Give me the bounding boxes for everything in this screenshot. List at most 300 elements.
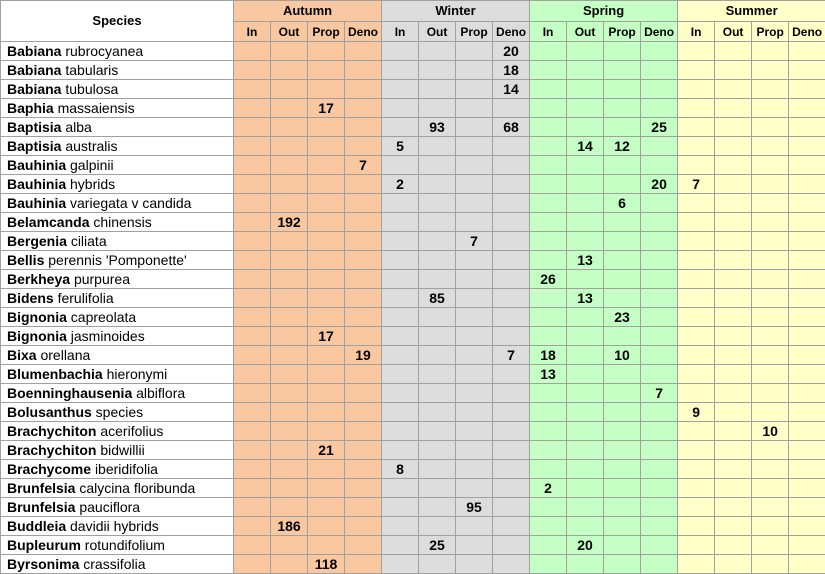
value-cell [271,289,308,308]
value-cell [715,441,752,460]
value-cell [345,441,382,460]
species-name [1,42,234,61]
value-cell [789,289,825,308]
value-cell [308,536,345,555]
value-cell [234,479,271,498]
value-cell [493,289,530,308]
value-cell [604,213,641,232]
value-cell [530,175,567,194]
table-row [1,232,825,251]
value-cell [678,517,715,536]
epithet-name: crassifolia [83,556,146,572]
value-cell [419,308,456,327]
value-cell [308,175,345,194]
value-cell [308,194,345,213]
value-cell [234,555,271,574]
value-cell [308,289,345,308]
genus-name: Babiana [7,81,62,97]
value-cell [456,80,493,99]
value-cell [641,289,678,308]
value-cell [530,327,567,346]
value-cell: 186 [271,517,308,536]
value-cell [604,270,641,289]
value-cell [678,61,715,80]
value-cell [567,479,604,498]
value-cell: 18 [493,61,530,80]
value-cell [752,498,789,517]
epithet-name: hieronymi [106,366,168,382]
value-cell [678,346,715,365]
value-cell [382,156,419,175]
value-cell [567,422,604,441]
table-row [1,61,825,80]
sub-header-winter-deno: Deno [493,22,530,42]
value-cell [641,460,678,479]
value-cell [567,99,604,118]
table-row [1,194,825,213]
value-cell [567,175,604,194]
value-cell [456,194,493,213]
value-cell [493,99,530,118]
value-cell [789,460,825,479]
value-cell [271,479,308,498]
season-header-summer: Summer [678,1,825,22]
value-cell [567,403,604,422]
value-cell [234,289,271,308]
value-cell [271,441,308,460]
value-cell [678,422,715,441]
table-row [1,175,825,194]
value-cell [308,384,345,403]
species-name [1,194,234,213]
value-cell [382,536,419,555]
table-body [1,42,825,574]
value-cell [715,175,752,194]
season-header-autumn: Autumn [234,1,382,22]
species-header: Species [1,1,234,42]
value-cell: 7 [345,156,382,175]
value-cell [678,498,715,517]
value-cell [456,441,493,460]
epithet-name: variegata v candida [70,195,192,211]
value-cell [419,194,456,213]
value-cell [456,137,493,156]
species-name [1,232,234,251]
value-cell [604,289,641,308]
value-cell [752,61,789,80]
value-cell [419,460,456,479]
value-cell [345,118,382,137]
value-cell [530,460,567,479]
genus-name: Blumenbachia [7,366,103,382]
value-cell [678,460,715,479]
table-row [1,498,825,517]
genus-name: Bauhinia [7,176,67,192]
value-cell [382,346,419,365]
value-cell [456,536,493,555]
table-row [1,479,825,498]
value-cell [271,175,308,194]
value-cell [641,42,678,61]
value-cell [641,403,678,422]
value-cell [271,422,308,441]
value-cell [752,270,789,289]
value-cell [271,232,308,251]
value-cell [382,479,419,498]
value-cell [308,479,345,498]
value-cell [678,308,715,327]
value-cell [234,61,271,80]
sub-header-spring-deno: Deno [641,22,678,42]
value-cell [567,270,604,289]
value-cell [604,327,641,346]
epithet-name: species [95,404,144,420]
value-cell [604,479,641,498]
value-cell [345,327,382,346]
genus-name: Bidens [7,290,54,306]
season-header-spring: Spring [530,1,678,22]
value-cell [493,232,530,251]
value-cell [271,460,308,479]
value-cell [493,536,530,555]
value-cell [308,403,345,422]
value-cell [271,403,308,422]
value-cell [345,365,382,384]
value-cell [678,365,715,384]
value-cell [789,61,825,80]
value-cell [752,441,789,460]
value-cell [715,289,752,308]
value-cell [789,479,825,498]
value-cell [530,232,567,251]
value-cell [234,346,271,365]
value-cell [308,498,345,517]
value-cell [604,99,641,118]
value-cell: 17 [308,327,345,346]
species-name [1,555,234,574]
value-cell [419,479,456,498]
value-cell [789,384,825,403]
value-cell [419,61,456,80]
value-cell: 7 [493,346,530,365]
epithet-name: massaiensis [57,100,135,116]
value-cell [678,289,715,308]
value-cell [308,118,345,137]
genus-name: Bupleurum [7,537,81,553]
epithet-name: pauciflora [79,499,141,515]
value-cell [456,460,493,479]
table-row [1,422,825,441]
value-cell [752,517,789,536]
value-cell: 17 [308,99,345,118]
value-cell [567,460,604,479]
value-cell [715,536,752,555]
value-cell [456,156,493,175]
value-cell [419,137,456,156]
value-cell [789,80,825,99]
value-cell: 13 [567,289,604,308]
value-cell [752,137,789,156]
value-cell [530,194,567,213]
value-cell [234,99,271,118]
value-cell [641,213,678,232]
value-cell [715,118,752,137]
value-cell [419,175,456,194]
value-cell [530,80,567,99]
value-cell [641,99,678,118]
value-cell [530,384,567,403]
value-cell [493,441,530,460]
sub-header-summer-out: Out [715,22,752,42]
value-cell [308,156,345,175]
value-cell [382,61,419,80]
value-cell [752,536,789,555]
epithet-name: orellana [40,347,91,363]
species-name [1,80,234,99]
value-cell [493,137,530,156]
value-cell [789,175,825,194]
value-cell [752,555,789,574]
value-cell [234,403,271,422]
value-cell [271,365,308,384]
value-cell [641,536,678,555]
value-cell [271,498,308,517]
table-row [1,555,825,574]
value-cell [345,422,382,441]
value-cell [678,479,715,498]
value-cell [530,289,567,308]
value-cell [234,251,271,270]
species-name [1,137,234,156]
value-cell [567,384,604,403]
value-cell [678,194,715,213]
value-cell [641,327,678,346]
value-cell [604,232,641,251]
genus-name: Babiana [7,62,62,78]
species-name [1,517,234,536]
value-cell [308,517,345,536]
species-name [1,327,234,346]
genus-name: Bauhinia [7,195,67,211]
value-cell [345,61,382,80]
value-cell [456,251,493,270]
value-cell [493,517,530,536]
sub-header-summer-prop: Prop [752,22,789,42]
value-cell [567,61,604,80]
value-cell [271,99,308,118]
value-cell [419,384,456,403]
table-row [1,517,825,536]
value-cell [530,441,567,460]
epithet-name: ferulifolia [57,290,114,306]
value-cell [382,517,419,536]
value-cell [789,308,825,327]
value-cell [234,42,271,61]
value-cell [382,232,419,251]
value-cell [530,536,567,555]
value-cell [641,232,678,251]
epithet-name: calycina floribunda [79,480,196,496]
value-cell [530,42,567,61]
value-cell: 93 [419,118,456,137]
value-cell [345,213,382,232]
value-cell [752,308,789,327]
value-cell: 2 [530,479,567,498]
value-cell [789,118,825,137]
sub-header-autumn-out: Out [271,22,308,42]
value-cell [752,99,789,118]
value-cell [715,327,752,346]
value-cell [271,61,308,80]
value-cell [678,441,715,460]
value-cell [752,251,789,270]
value-cell [493,555,530,574]
epithet-name: hybrids [70,176,116,192]
value-cell [382,194,419,213]
value-cell: 5 [382,137,419,156]
value-cell [382,422,419,441]
value-cell [604,42,641,61]
value-cell [234,441,271,460]
value-cell [789,232,825,251]
epithet-name: rubrocyanea [65,43,144,59]
species-name [1,536,234,555]
epithet-name: galpinii [70,157,114,173]
epithet-name: iberidifolia [94,461,158,477]
value-cell [752,118,789,137]
value-cell [493,213,530,232]
value-cell: 7 [678,175,715,194]
epithet-name: tubulosa [65,81,119,97]
species-name [1,251,234,270]
sub-header-winter-prop: Prop [456,22,493,42]
value-cell: 6 [604,194,641,213]
value-cell: 8 [382,460,419,479]
epithet-name: rotundifolium [84,537,165,553]
value-cell [715,232,752,251]
value-cell [345,137,382,156]
value-cell [308,460,345,479]
value-cell [493,422,530,441]
value-cell [234,536,271,555]
value-cell [419,422,456,441]
value-cell: 2 [382,175,419,194]
value-cell [419,441,456,460]
value-cell [789,213,825,232]
value-cell [234,327,271,346]
value-cell [308,308,345,327]
table-row [1,137,825,156]
value-cell [678,118,715,137]
value-cell [493,308,530,327]
value-cell [456,118,493,137]
value-cell [530,498,567,517]
value-cell [567,80,604,99]
value-cell [789,194,825,213]
value-cell [308,422,345,441]
value-cell: 26 [530,270,567,289]
value-cell [493,403,530,422]
value-cell [271,118,308,137]
value-cell [234,175,271,194]
value-cell [345,232,382,251]
genus-name: Baptisia [7,119,62,135]
species-name [1,156,234,175]
value-cell [715,251,752,270]
value-cell [604,365,641,384]
value-cell [345,42,382,61]
value-cell [567,194,604,213]
value-cell [752,213,789,232]
value-cell [678,80,715,99]
value-cell [789,99,825,118]
value-cell [382,384,419,403]
value-cell [345,175,382,194]
value-cell [604,422,641,441]
species-name [1,118,234,137]
table-row [1,536,825,555]
value-cell [456,517,493,536]
value-cell [530,403,567,422]
value-cell: 20 [567,536,604,555]
sub-header-winter-out: Out [419,22,456,42]
table-row [1,327,825,346]
genus-name: Bauhinia [7,157,67,173]
value-cell [271,270,308,289]
value-cell [678,137,715,156]
value-cell [493,384,530,403]
table-row [1,42,825,61]
value-cell: 85 [419,289,456,308]
value-cell [382,251,419,270]
value-cell [456,403,493,422]
value-cell [234,232,271,251]
value-cell [715,403,752,422]
value-cell [493,156,530,175]
sub-header-summer-deno: Deno [789,22,825,42]
value-cell [530,308,567,327]
value-cell [604,118,641,137]
value-cell [789,327,825,346]
value-cell: 14 [567,137,604,156]
value-cell [382,42,419,61]
value-cell [234,137,271,156]
value-cell [789,270,825,289]
sub-header-autumn-prop: Prop [308,22,345,42]
epithet-name: bidwillii [100,442,145,458]
value-cell [567,555,604,574]
value-cell: 95 [456,498,493,517]
value-cell [641,194,678,213]
value-cell [382,403,419,422]
value-cell [678,536,715,555]
value-cell: 13 [567,251,604,270]
value-cell [752,80,789,99]
value-cell [345,251,382,270]
value-cell [567,213,604,232]
genus-name: Byrsonima [7,556,80,572]
genus-name: Bignonia [7,328,67,344]
species-name [1,422,234,441]
value-cell [382,498,419,517]
value-cell [641,346,678,365]
genus-name: Baptisia [7,138,62,154]
value-cell [604,251,641,270]
value-cell [752,289,789,308]
epithet-name: australis [65,138,118,154]
value-cell: 7 [641,384,678,403]
value-cell [456,99,493,118]
